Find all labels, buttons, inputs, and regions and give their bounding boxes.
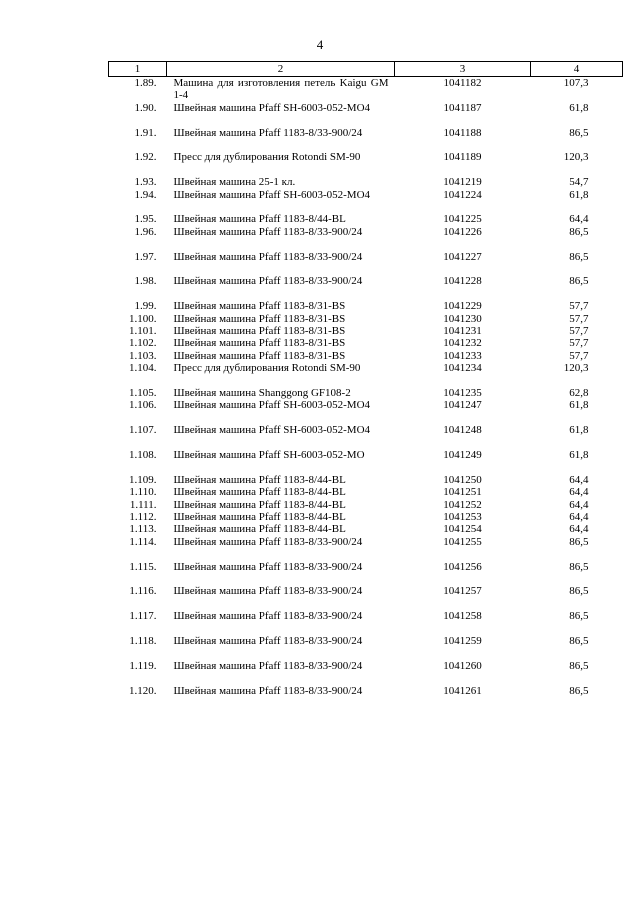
table-row	[109, 474, 623, 486]
row-code-cell: 1041261	[443, 684, 482, 697]
table-row	[109, 127, 623, 152]
row-code-cell: 1041188	[443, 126, 482, 139]
row-value-cell: 120,3	[563, 362, 589, 375]
row-name-cell: Швейная машина Pfaff 1183-8/33-900/24	[173, 275, 363, 288]
row-name-cell: Швейная машина Pfaff 1183-8/31-BS	[173, 325, 346, 338]
page-number: 4	[316, 37, 324, 52]
row-name-cell: Швейная машина Pfaff 1183-8/33-900/24	[173, 585, 363, 598]
header-col-2: 2	[167, 62, 395, 77]
row-value-cell: 64,4	[569, 213, 589, 226]
row-number-cell: 1.92.	[134, 151, 157, 164]
row-code-cell: 1041260	[443, 659, 482, 672]
row-code-cell: 1041231	[443, 325, 482, 338]
row-number-cell: 1.95.	[134, 213, 157, 226]
row-number-cell: 1.112.	[129, 511, 157, 524]
row-number-cell: 1.113.	[129, 523, 157, 536]
row-name-cell: Швейная машина Pfaff 1183-8/44-BL	[173, 213, 346, 226]
row-code-cell: 1041254	[443, 523, 482, 536]
row-code-cell: 1041249	[443, 449, 482, 462]
row-code-cell: 1041225	[443, 213, 482, 226]
row-number-cell: 1.101.	[129, 325, 157, 338]
row-name-cell: Швейная машина Pfaff 1183-8/33-900/24	[173, 560, 363, 573]
header-col-4: 4	[531, 62, 623, 77]
table-row	[109, 325, 623, 337]
row-name-cell: Швейная машина Pfaff SH-6003-052-MO4	[173, 101, 371, 114]
row-value-cell: 57,7	[569, 312, 589, 325]
row-number-cell: 1.99.	[134, 300, 157, 313]
table-row	[109, 499, 623, 511]
row-code-cell: 1041219	[443, 176, 482, 189]
table-row	[109, 561, 623, 586]
row-code-cell: 1041182	[443, 77, 482, 89]
row-number-cell: 1.120.	[129, 684, 157, 697]
row-name-cell: Швейная машина Shanggong GF108-2	[173, 387, 351, 400]
row-name-cell: Швейная машина 25-1 кл.	[173, 176, 296, 189]
row-code-cell: 1041226	[443, 225, 482, 238]
row-name-cell: Швейная машина Pfaff 1183-8/44-BL	[173, 498, 346, 511]
table-body	[109, 77, 623, 710]
row-value-cell: 107,3	[563, 77, 589, 89]
row-name-cell: Швейная машина Pfaff 1183-8/31-BS	[173, 349, 346, 362]
row-value-cell: 86,5	[569, 684, 589, 697]
table-row	[109, 362, 623, 387]
row-name-cell: Швейная машина Pfaff 1183-8/33-900/24	[173, 250, 363, 263]
row-value-cell: 64,4	[569, 511, 589, 524]
row-number-cell: 1.108.	[129, 449, 157, 462]
row-value-cell: 86,5	[569, 635, 589, 648]
row-value-cell: 86,5	[569, 585, 589, 598]
row-code-cell: 1041224	[443, 188, 482, 201]
row-name-cell: Швейная машина Pfaff 1183-8/33-900/24	[173, 610, 363, 623]
row-name-cell: Швейная машина Pfaff SH-6003-052-MO	[173, 449, 365, 462]
row-number-cell: 1.100.	[129, 312, 157, 325]
header-col-3: 3	[395, 62, 531, 77]
row-number-cell: 1.106.	[129, 399, 157, 412]
table-row	[109, 350, 623, 362]
row-code-cell: 1041232	[443, 337, 482, 350]
table-row	[109, 313, 623, 325]
row-name-cell: Швейная машина Pfaff 1183-8/44-BL	[173, 511, 346, 524]
row-value-cell: 64,4	[569, 486, 589, 499]
table-row	[109, 536, 623, 561]
row-value-cell: 86,5	[569, 610, 589, 623]
row-value-cell: 62,8	[569, 387, 589, 400]
table-row	[109, 213, 623, 225]
row-value-cell: 64,4	[569, 473, 589, 486]
row-number-cell: 1.107.	[129, 424, 157, 437]
row-name-cell: Швейная машина Pfaff 1183-8/33-900/24	[173, 535, 363, 548]
row-code-cell: 1041257	[443, 585, 482, 598]
table-row	[109, 660, 623, 685]
row-number-cell: 1.103.	[129, 349, 157, 362]
row-number-cell: 1.115.	[129, 560, 157, 573]
table-row	[109, 300, 623, 312]
row-value-cell: 86,5	[569, 126, 589, 139]
row-value-cell: 86,5	[569, 659, 589, 672]
row-number-cell: 1.91.	[134, 126, 157, 139]
row-code-cell: 1041227	[443, 250, 482, 263]
row-name-cell: Швейная машина Pfaff 1183-8/33-900/24	[173, 635, 363, 648]
table-row	[109, 176, 623, 188]
row-code-cell: 1041252	[443, 498, 482, 511]
row-number-cell: 1.104.	[129, 362, 157, 375]
equipment-table	[108, 61, 623, 709]
row-number-cell: 1.114.	[129, 535, 157, 548]
row-number-cell: 1.102.	[129, 337, 157, 350]
row-name-cell: Швейная машина Pfaff SH-6003-052-MO4	[173, 424, 371, 437]
row-code-cell: 1041259	[443, 635, 482, 648]
row-name-cell: Швейная машина Pfaff 1183-8/33-900/24	[173, 659, 363, 672]
row-number-cell: 1.96.	[134, 225, 157, 238]
row-value-cell: 61,8	[569, 424, 589, 437]
row-name-cell: Пресс для дублирования Rotondi SM-90	[173, 362, 361, 375]
header-col-1: 1	[109, 62, 167, 77]
table-row	[109, 610, 623, 635]
row-number-cell: 1.111.	[129, 498, 157, 511]
row-code-cell: 1041250	[443, 473, 482, 486]
table-row	[109, 337, 623, 349]
row-code-cell: 1041235	[443, 387, 482, 400]
row-code-cell: 1041253	[443, 511, 482, 524]
row-value-cell: 86,5	[569, 250, 589, 263]
row-code-cell: 1041233	[443, 349, 482, 362]
table-row	[109, 424, 623, 449]
row-code-cell: 1041256	[443, 560, 482, 573]
row-name-cell: Швейная машина Pfaff 1183-8/33-900/24	[173, 225, 363, 238]
row-number-cell: 1.116.	[129, 585, 157, 598]
row-value-cell: 57,7	[569, 349, 589, 362]
row-name-cell: Пресс для дублирования Rotondi SM-90	[173, 151, 361, 164]
table-row	[109, 449, 623, 474]
table-row	[109, 387, 623, 399]
row-number-cell: 1.90.	[134, 101, 157, 114]
row-name-cell: Швейная машина Pfaff SH-6003-052-MO4	[173, 188, 371, 201]
row-value-cell: 64,4	[569, 523, 589, 536]
table-row	[109, 635, 623, 660]
row-value-cell: 120,3	[563, 151, 589, 164]
row-number-cell: 1.119.	[129, 659, 157, 672]
table-row	[109, 685, 623, 710]
row-value-cell: 57,7	[569, 337, 589, 350]
row-name-cell: Швейная машина Pfaff 1183-8/31-BS	[173, 300, 346, 313]
row-name-cell: Швейная машина Pfaff SH-6003-052-MO4	[173, 399, 371, 412]
table-row	[109, 486, 623, 498]
row-number-cell: 1.118.	[129, 635, 157, 648]
row-code-cell: 1041248	[443, 424, 482, 437]
row-number-cell: 1.94.	[134, 188, 157, 201]
row-value-cell: 61,8	[569, 399, 589, 412]
row-name-cell: Машина для изготовления петель Kaigu GM 1-4	[173, 77, 389, 102]
row-name-cell: Швейная машина Pfaff 1183-8/44-BL	[173, 486, 346, 499]
table-row	[109, 585, 623, 610]
row-code-cell: 1041189	[443, 151, 482, 164]
table-row	[109, 151, 623, 176]
row-name-cell: Швейная машина Pfaff 1183-8/44-BL	[173, 473, 346, 486]
row-name-cell: Швейная машина Pfaff 1183-8/44-BL	[173, 523, 346, 536]
table-row	[109, 189, 623, 214]
table-row	[109, 77, 623, 102]
row-value-cell: 61,8	[569, 101, 589, 114]
table-row	[109, 523, 623, 535]
row-number-cell: 1.110.	[129, 486, 157, 499]
row-value-cell: 86,5	[569, 275, 589, 288]
row-code-cell: 1041255	[443, 535, 482, 548]
row-code-cell: 1041258	[443, 610, 482, 623]
row-name-cell: Швейная машина Pfaff 1183-8/33-900/24	[173, 126, 363, 139]
row-code-cell: 1041228	[443, 275, 482, 288]
row-name-cell: Швейная машина Pfaff 1183-8/33-900/24	[173, 684, 363, 697]
table-row	[109, 251, 623, 276]
header-row	[109, 62, 623, 77]
row-number-cell: 1.117.	[129, 610, 157, 623]
row-value-cell: 61,8	[569, 449, 589, 462]
row-name-cell: Швейная машина Pfaff 1183-8/31-BS	[173, 312, 346, 325]
row-value-cell: 57,7	[569, 325, 589, 338]
row-value-cell: 86,5	[569, 535, 589, 548]
row-value-cell: 61,8	[569, 188, 589, 201]
table-row	[109, 399, 623, 424]
row-code-cell: 1041187	[443, 101, 482, 114]
table-row	[109, 511, 623, 523]
row-value-cell: 86,5	[569, 225, 589, 238]
row-value-cell: 64,4	[569, 498, 589, 511]
row-number-cell: 1.105.	[129, 387, 157, 400]
row-value-cell: 54,7	[569, 176, 589, 189]
table-row	[109, 275, 623, 300]
row-name-cell: Швейная машина Pfaff 1183-8/31-BS	[173, 337, 346, 350]
row-number-cell: 1.98.	[134, 275, 157, 288]
table-row	[109, 102, 623, 127]
row-number-cell: 1.93.	[134, 176, 157, 189]
table-header	[109, 62, 623, 77]
table-row	[109, 226, 623, 251]
row-number-cell: 1.89.	[134, 77, 157, 89]
row-number-cell: 1.109.	[129, 473, 157, 486]
row-code-cell: 1041234	[443, 362, 482, 375]
row-code-cell: 1041251	[443, 486, 482, 499]
row-code-cell: 1041230	[443, 312, 482, 325]
row-code-cell: 1041247	[443, 399, 482, 412]
row-value-cell: 86,5	[569, 560, 589, 573]
row-number-cell: 1.97.	[134, 250, 157, 263]
row-code-cell: 1041229	[443, 300, 482, 313]
row-value-cell: 57,7	[569, 300, 589, 313]
